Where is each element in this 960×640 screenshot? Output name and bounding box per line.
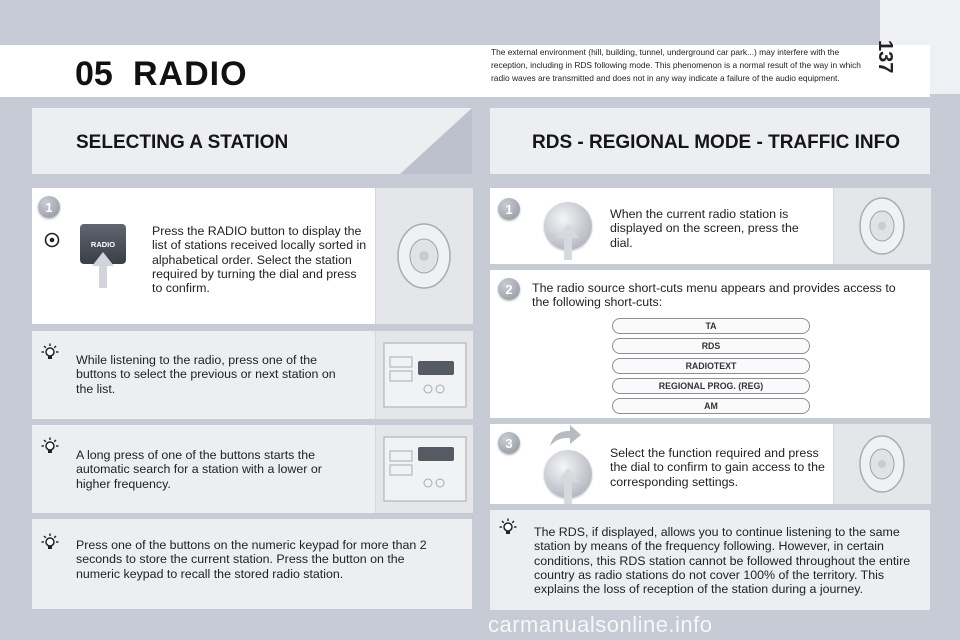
radio-unit-icon [376,331,473,419]
left-tip3-text: Press one of the buttons on the numeric keypad for more than 2 seconds to store the current station. Press the button on the numeric keypad to recall the stored radio station. [76,538,427,581]
right-step2-text: The radio source short-cuts menu appears and provides access to the following short-cuts: [532,281,896,310]
step-badge: 1 [498,198,520,220]
chapter-number: 05 [75,55,113,93]
press-arrow-icon [557,224,579,260]
radio-source-icon [44,232,60,248]
step-badge: 3 [498,432,520,454]
right-section-title: RDS - REGIONAL MODE - TRAFFIC INFO [532,132,901,153]
watermark: carmanualsonline.info [488,612,713,637]
left-tip1-text: While listening to the radio, press one of the buttons to select the previous or next station on the list. [76,353,336,396]
press-arrow-icon [92,252,114,288]
control-dial-icon [834,188,931,264]
shortcut-rds[interactable]: RDS [612,338,810,354]
tip-lightbulb-icon [40,437,60,457]
step-badge: 1 [38,196,60,218]
press-arrow-icon [557,468,579,504]
section-divider-wedge [400,108,472,174]
intro-text: The external environment (hill, building, tunnel, underground car park...) may interfere with the reception, including in RDS following mode. This phenomenon is a normal result of the way in which radio waves are transmitted and does not in any way indicate a failure of the audio equipment. [491,47,861,83]
tip-lightbulb-icon [40,533,60,553]
control-dial-icon [376,188,473,324]
radio-button[interactable]: RADIO [80,224,126,264]
left-tip2-text: A long press of one of the buttons starts the automatic search for a station with a lower or higher frequency. [76,448,322,491]
tip-lightbulb-icon [498,518,518,538]
control-dial-icon [834,424,931,504]
shortcut-regional-prog[interactable]: REGIONAL PROG. (REG) [612,378,810,394]
step-badge: 2 [498,278,520,300]
shortcut-radiotext[interactable]: RADIOTEXT [612,358,810,374]
shortcut-am[interactable]: AM [612,398,810,414]
right-step1-text: When the current radio station is displayed on the screen, press the dial. [610,207,799,250]
chapter-title: RADIO [133,55,248,93]
right-tip-text: The RDS, if displayed, allows you to continue listening to the same station by means of the frequency following. However, in certain conditions, this RDS station cannot be followed throughout the entire country as radio stations do not cover 100% of the territory. This explains the loss of reception of the station during a journey. [534,525,911,597]
left-step1-text: Press the RADIO button to display the list of stations received locally sorted in alphabetical order. Select the station required by turning the dial and press to confirm. [152,224,367,296]
dial-illustration [833,188,931,264]
dial-illustration [375,188,473,324]
radio-unit-illustration [375,331,473,419]
page-number: 137 [874,40,896,74]
right-step3-text: Select the function required and press the dial to confirm to gain access to the corresponding settings. [610,446,825,489]
radio-unit-illustration [375,425,473,513]
radio-unit-icon [376,425,473,513]
right-section-header [490,108,930,174]
shortcut-ta[interactable]: TA [612,318,810,334]
dial-illustration [833,424,931,504]
rotate-arrow-icon [548,424,582,448]
tip-lightbulb-icon [40,343,60,363]
left-section-title: SELECTING A STATION [76,132,289,153]
